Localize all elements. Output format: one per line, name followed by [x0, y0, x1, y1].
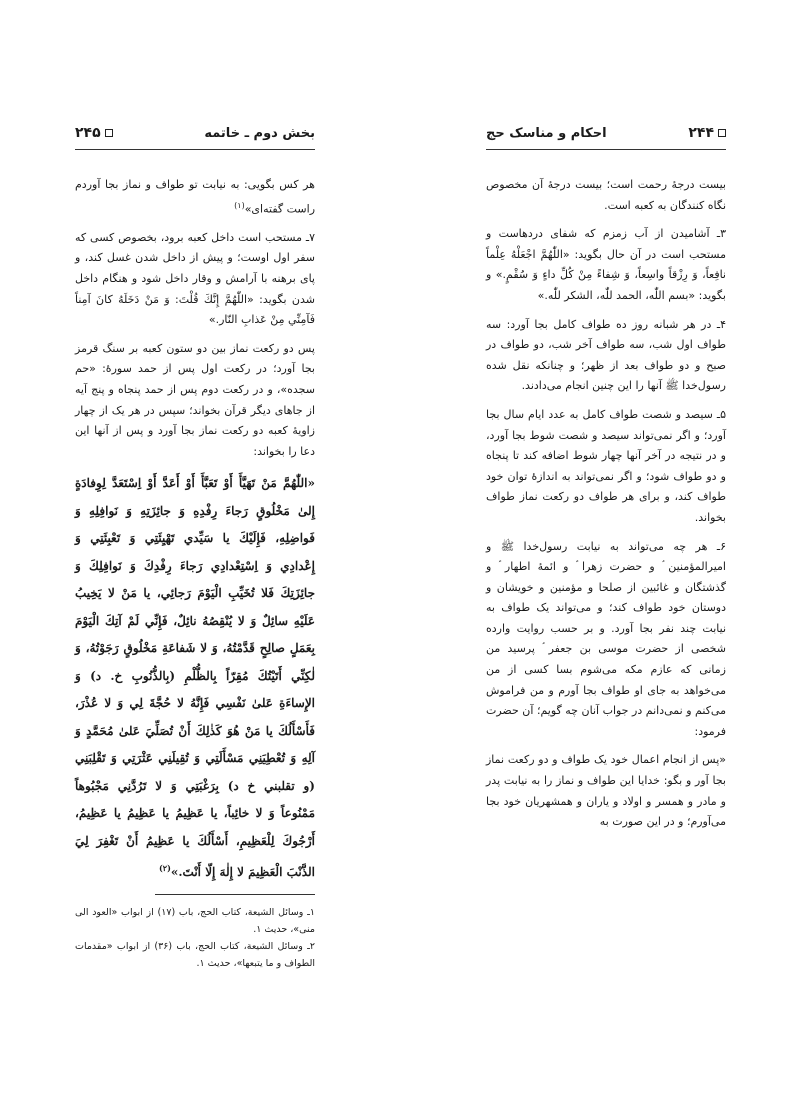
left-page-body [75, 175, 315, 895]
right-paragraph-5 [486, 537, 726, 743]
footnotes [75, 904, 315, 972]
right-paragraph-4 [486, 405, 726, 529]
square-ornament-icon [105, 129, 113, 137]
left-prayer-paragraph [75, 470, 315, 887]
right-page-running-title: احکام و مناسک حج [486, 125, 607, 141]
right-page-number: ۲۴۴ [688, 125, 714, 141]
right-page [400, 0, 800, 1100]
right-paragraph-5-text: ۶ـ هر چه می‌تواند به نیابت رسول‌خدا ﷺ و امیرالمؤمنین ؑ و حضرت زهرا ؑ و ائمهٔ اطهار ؑ و گذشتگان و غائبین از صلحا و مؤمنین و خویشان و دوستان خود طواف کند؛ و می‌تواند یک طواف به نیابت چند نفر بجا آورد. و بر حسب روایت وارده شخصی از حضرت موسی بن جعفر ؑ پرسید من زمانی که عازم مکه می‌شوم بسا کسی از من می‌خواهد به جای او طواف بجا آورم و من فراموش می‌کنم و نمی‌دانم در جواب آنان چه گویم؛ آن حضرت فرمود: [486, 539, 726, 738]
square-ornament-icon [718, 129, 726, 137]
footnote-ref-2: (۲) [158, 863, 171, 874]
right-paragraph-6-text: «پس از انجام اعمال خود یک طواف و دو رکعت نماز بجا آور و بگو: خدایا این طواف و نماز را به نیابت پدر و مادر و همسر و اولاد و یاران و همشهریان خود بجا می‌آورم؛ و در این صورت به [486, 753, 726, 829]
right-paragraph-3-text: ۴ـ در هر شبانه روز ده طواف کامل بجا آورد: سه طواف اول شب، سه طواف آخر شب، دو طواف در صبح و دو طواف بعد از ظهر؛ و چنانکه نقل شده رسول‌خدا ﷺ آنها را این چنین انجام می‌دادند. [486, 317, 726, 393]
right-paragraph-1-text: بیست درجهٔ رحمت است؛ بیست درجهٔ آن مخصوص نگاه کنندگان به کعبه است. [486, 178, 726, 212]
left-page-number: ۲۴۵ [75, 125, 101, 141]
left-page-header [75, 122, 315, 144]
left-paragraph-2-text: ۷ـ مستحب است داخل کعبه برود، بخصوص کسی که سفر اول اوست؛ و پیش از داخل شدن غسل کند، و پای برهنه با آرامش و وقار داخل شود و هنگام داخل شدن بگوید: «اللّٰهُمَّ إِنَّكَ قُلْتَ: وَ مَنْ دَخَلَهُ كانَ آمِناً فَآمِنِّي مِنْ عَذابِ النّار.» [75, 230, 315, 327]
left-paragraph-1-text: هر کس بگویی: به نیابت تو طواف و نماز بجا آوردم راست گفته‌ای» [75, 178, 315, 216]
left-paragraph-3 [75, 339, 315, 463]
right-paragraph-2 [486, 224, 726, 306]
right-paragraph-3 [486, 315, 726, 397]
right-paragraph-4-text: ۵ـ سیصد و شصت طواف کامل به عدد ایام سال بجا آورد؛ و اگر نمی‌تواند سیصد و شصت شوط بجا آورد، و در نتیجه در آخر آنها چهار شوط اضافه کند تا پنجاه و دو طواف شود؛ و اگر نمی‌تواند به اندازهٔ توان خود طواف کند، و برای هر طواف دو رکعت نماز طواف بخواند. [486, 407, 726, 524]
right-paragraph-1 [486, 175, 726, 216]
footnote-2: ۲ـ وسائل الشیعة، کتاب الحج، باب (۳۶) از ابواب «مقدمات الطواف و ما یتبعها»، حدیث ۱. [75, 941, 315, 969]
footnote-ref-1: (۱) [234, 200, 245, 210]
left-page-running-title: بخش دوم ـ خاتمه [204, 125, 315, 141]
right-header-rule [486, 149, 726, 150]
footnote-1: ۱ـ وسائل الشیعة، کتاب الحج، باب (۱۷) از ابواب «العود الی منی»، حدیث ۱. [75, 907, 315, 935]
left-paragraph-3-text: پس دو رکعت نماز بین دو ستون کعبه بر سنگ قرمز بجا آورد؛ در رکعت اول پس از حمد سورهٔ: «حم سجده»، و در رکعت دوم پس از حمد پنجاه و پنج آیه از جاهای دیگر قرآن بخواند؛ سپس در هر یک از چهار زاویهٔ کعبه دو رکعت نماز بجا آورد و پس از آنها این دعا را بخواند: [75, 341, 315, 458]
right-page-number-block [688, 125, 726, 141]
left-paragraph-1 [75, 175, 315, 220]
left-header-rule [75, 149, 315, 150]
right-page-header [486, 122, 726, 144]
footnote-divider [155, 894, 315, 895]
right-page-body [486, 175, 726, 841]
right-paragraph-6 [486, 750, 726, 832]
right-paragraph-2-text: ۳ـ آشامیدن از آب زمزم که شفای دردهاست و مستحب است در آن حال بگوید: «اللّٰهُمَّ اجْعَلْهُ عِلْماً نافِعاً، وَ رِزْقاً واسِعاً، وَ شِفاءً مِنْ كُلِّ داءٍ وَ سُقْمٍ.» و بگوید: «بسم اللّٰه، الحمد للّٰه، الشکر للّٰه.» [486, 227, 726, 302]
left-paragraph-2 [75, 228, 315, 331]
left-page-number-block [75, 125, 113, 141]
left-prayer-text: «اللّٰهُمَّ مَنْ تَهَيَّأَ أَوْ تَعَبَّأَ أَوْ أَعَدَّ أَوْ اِسْتَعَدَّ لِوِفادَةٍ إِلىٰ مَخْلُوقٍ رَجاءَ رِفْدِهِ وَ جائِزَتِهِ وَ نَوافِلِهِ وَ فَواضِلِهِ، فَإِلَيْكَ يا سَيِّدي تَهْيِئَتِي وَ تَعْبِئَتِي وَ إِعْدادِي وَ اِسْتِعْدادِي رَجاءَ رِفْدِكَ وَ نَوافِلِكَ وَ جائِزَتِكَ فَلا تُخَيِّبِ الْيَوْمَ رَجائِي، يا مَنْ لا يَخِيبُ عَلَيْهِ سائِلٌ وَ لا يُنْقِصُهُ نائِلٌ، فَإِنِّي لَمْ آتِكَ الْيَوْمَ بِعَمَلٍ صالِحٍ قَدَّمْتُهُ، وَ لا شَفاعَةِ مَخْلُوقٍ رَجَوْتُهُ، وَ لٰكِنِّي أَتَيْتُكَ مُقِرّاً بِالظُّلْمِ (بِالذُّنُوبِ خ. د) وَ الإِساءَةِ عَلىٰ نَفْسِي فَإِنَّهُ لا حُجَّةَ لِي وَ لا عُذْرَ، فَأَسْأَلُكَ يا مَنْ هُوَ كَذٰلِكَ أَنْ تُصَلِّيَ عَلىٰ مُحَمَّدٍ وَ آلِهِ وَ تُعْطِيَنِي مَسْأَلَتِي وَ تُقِيلَنِي عَثْرَتِي وَ تَقْلِبَنِي (و تقلبني خ د) بِرَغْبَتِي وَ لا تَرُدَّنِي مَجْبُوهاً مَمْنُوعاً وَ لا خائِباً، يا عَظِيمُ يا عَظِيمُ يا عَظِيمُ، أَرْجُوكَ لِلْعَظِيمِ، أَسْأَلُكَ يا عَظِيمُ أَنْ تَغْفِرَ لِيَ الذَّنْبَ الْعَظِيمَ لا إِلٰهَ إِلّا أَنْتَ.» [75, 476, 315, 880]
